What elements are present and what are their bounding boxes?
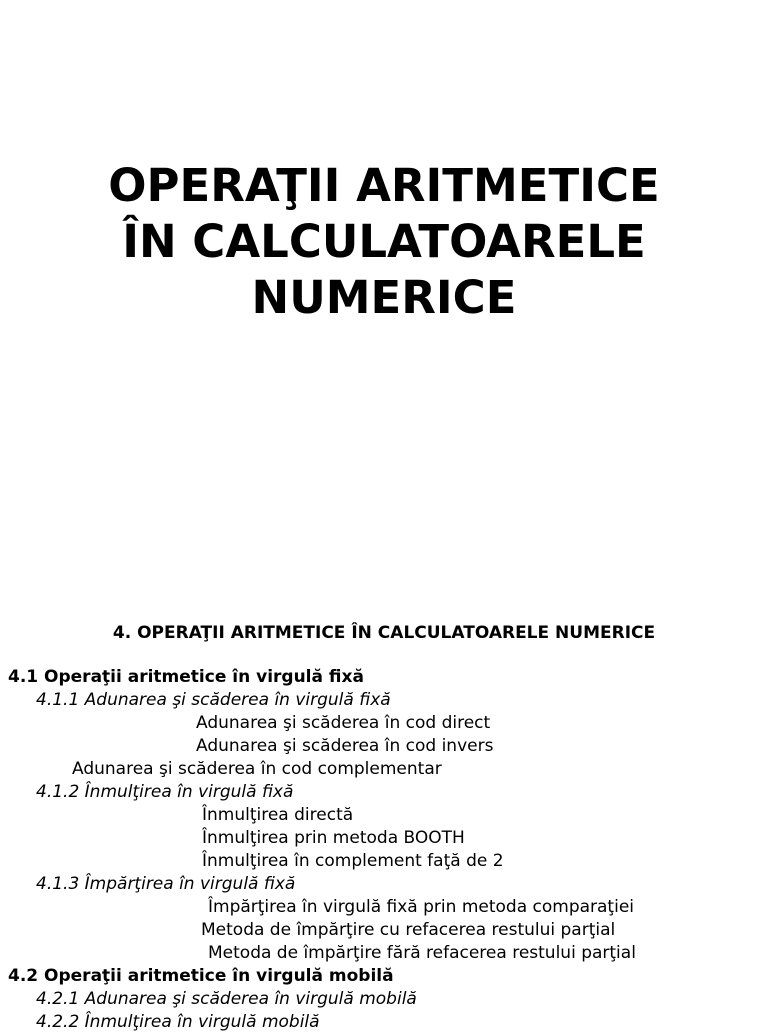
toc-item: Adunarea şi scăderea în cod direct <box>196 713 491 733</box>
slide-title-line-3: NUMERICE <box>251 271 517 324</box>
toc-item: 4.1.1 Adunarea şi scăderea în virgulă fixă <box>36 690 391 710</box>
toc-item: 4.1.3 Împărţirea în virgulă fixă <box>36 874 296 894</box>
slide-title-line-1: OPERAŢII ARITMETICE <box>108 159 660 212</box>
toc-item: 4.1 Operaţii aritmetice în virgulă fixă <box>8 667 364 687</box>
slide-title <box>0 158 768 326</box>
toc-item: Metoda de împărţire fără refacerea restului parţial <box>208 943 636 963</box>
document-heading: 4. OPERAŢII ARITMETICE ÎN CALCULATOARELE NUMERICE <box>112 623 656 643</box>
toc-item: Adunarea şi scăderea în cod complementar <box>72 759 442 779</box>
slide-title-line-2: ÎN CALCULATOARELE <box>122 215 646 268</box>
table-of-contents <box>0 666 768 1034</box>
toc-item: Înmulţirea prin metoda BOOTH <box>202 828 465 848</box>
toc-item: 4.2.2 Înmulţirea în virgulă mobilă <box>36 1012 320 1032</box>
toc-item: Înmulţirea în complement faţă de 2 <box>202 851 504 871</box>
toc-item: Înmulţirea directă <box>202 805 354 825</box>
toc-item: 4.1.2 Înmulţirea în virgulă fixă <box>36 782 294 802</box>
toc-item: 4.2 Operaţii aritmetice în virgulă mobilă <box>8 966 394 986</box>
toc-item: 4.2.1 Adunarea şi scăderea în virgulă mobilă <box>36 989 417 1009</box>
toc-item: Împărţirea în virgulă fixă prin metoda comparaţiei <box>208 897 635 917</box>
toc-item: Adunarea şi scăderea în cod invers <box>196 736 494 756</box>
toc-item: Metoda de împărţire cu refacerea restului parţial <box>201 920 616 940</box>
